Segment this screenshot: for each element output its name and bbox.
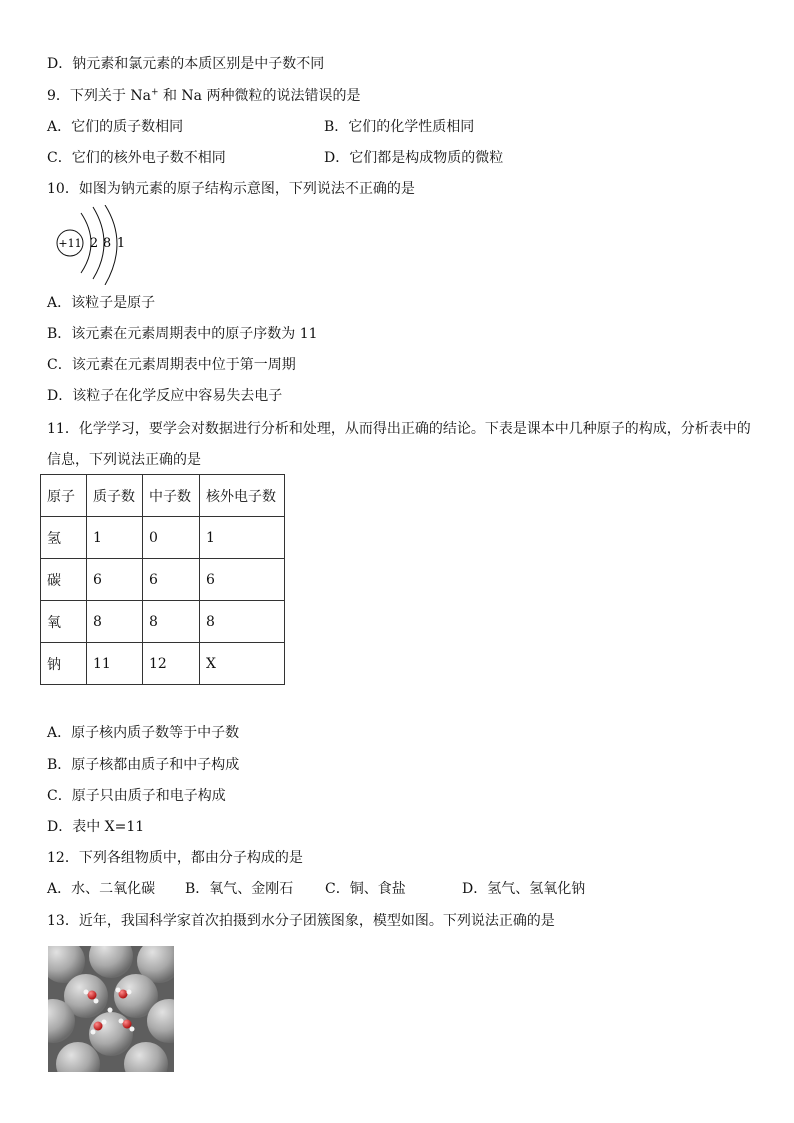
nucleus-charge: +11 (58, 237, 82, 250)
q12-option-d: D．氢气、氢氧化钠 (462, 881, 586, 897)
q12-option-c: C．铜、食盐 (325, 881, 406, 897)
table-cell: 8 (143, 601, 200, 643)
q9-option-d: D．它们都是构成物质的微粒 (324, 150, 504, 166)
q10-option-a: A．该粒子是原子 (47, 295, 156, 311)
q11-option-c: C．原子只由质子和电子构成 (47, 788, 226, 804)
q13-stem: 13．近年，我国科学家首次拍摄到水分子团簇图象，模型如图。下列说法正确的是 (47, 913, 555, 929)
q10-stem: 10．如图为钠元素的原子结构示意图，下列说法不正确的是 (47, 181, 415, 197)
table-row (41, 601, 285, 643)
q11-option-a: A．原子核内质子数等于中子数 (47, 725, 240, 741)
q10-option-d: D．该粒子在化学反应中容易失去电子 (47, 388, 283, 404)
table-cell: 碳 (41, 559, 87, 601)
table-cell: 1 (200, 517, 285, 559)
table-header-cell: 质子数 (87, 475, 143, 517)
table-cell: 8 (87, 601, 143, 643)
q9-option-c: C．它们的核外电子数不相同 (47, 150, 226, 166)
q10-option-c: C．该元素在元素周期表中位于第一周期 (47, 357, 296, 373)
q9-stem-superscript: + (150, 87, 159, 98)
q9-option-a: A．它们的质子数相同 (47, 119, 184, 135)
sodium-atom-structure-diagram (55, 205, 135, 285)
table-cell: 1 (87, 517, 143, 559)
table-cell: 钠 (41, 643, 87, 685)
table-cell: 氢 (41, 517, 87, 559)
water-cluster-model-image (48, 946, 174, 1072)
q11-option-d: D．表中 X=11 (47, 819, 145, 835)
q9-option-b: B．它们的化学性质相同 (324, 119, 475, 135)
q12-option-b: B．氧气、金刚石 (185, 881, 294, 897)
table-cell: 11 (87, 643, 143, 685)
table-cell: 6 (87, 559, 143, 601)
shell-1-electrons: 2 (89, 236, 99, 251)
table-cell: 6 (200, 559, 285, 601)
atom-composition-table (40, 474, 285, 685)
table-header-cell: 核外电子数 (200, 475, 285, 517)
table-header-cell: 中子数 (143, 475, 200, 517)
q9-stem-part2: 和 Na 两种微粒的说法错误的是 (158, 88, 361, 104)
table-cell: 氧 (41, 601, 87, 643)
table-cell: 6 (143, 559, 200, 601)
table-cell: 0 (143, 517, 200, 559)
shell-2-electrons: 8 (102, 236, 112, 251)
q11-option-b: B．原子核都由质子和中子构成 (47, 757, 240, 773)
table-cell: X (200, 643, 285, 685)
table-header-cell: 原子 (41, 475, 87, 517)
q9-stem-part1: 9．下列关于 Na (47, 88, 151, 104)
shell-3-electrons: 1 (116, 236, 126, 251)
table-header-row (41, 475, 285, 517)
table-row (41, 643, 285, 685)
table-row (41, 517, 285, 559)
table-cell: 12 (143, 643, 200, 685)
table-cell: 8 (200, 601, 285, 643)
table-row (41, 559, 285, 601)
q11-stem-line2: 信息，下列说法正确的是 (47, 452, 201, 468)
q11-stem-line1: 11．化学学习，要学会对数据进行分析和处理，从而得出正确的结论。下表是课本中几种原子的构成，分析表中的 (47, 421, 751, 437)
q8-option-d: D．钠元素和氯元素的本质区别是中子数不同 (47, 56, 325, 72)
q9-stem (47, 86, 360, 106)
q12-stem: 12．下列各组物质中，都由分子构成的是 (47, 850, 303, 866)
q10-option-b: B．该元素在元素周期表中的原子序数为 11 (47, 326, 318, 342)
q12-option-a: A．水、二氧化碳 (47, 881, 156, 897)
